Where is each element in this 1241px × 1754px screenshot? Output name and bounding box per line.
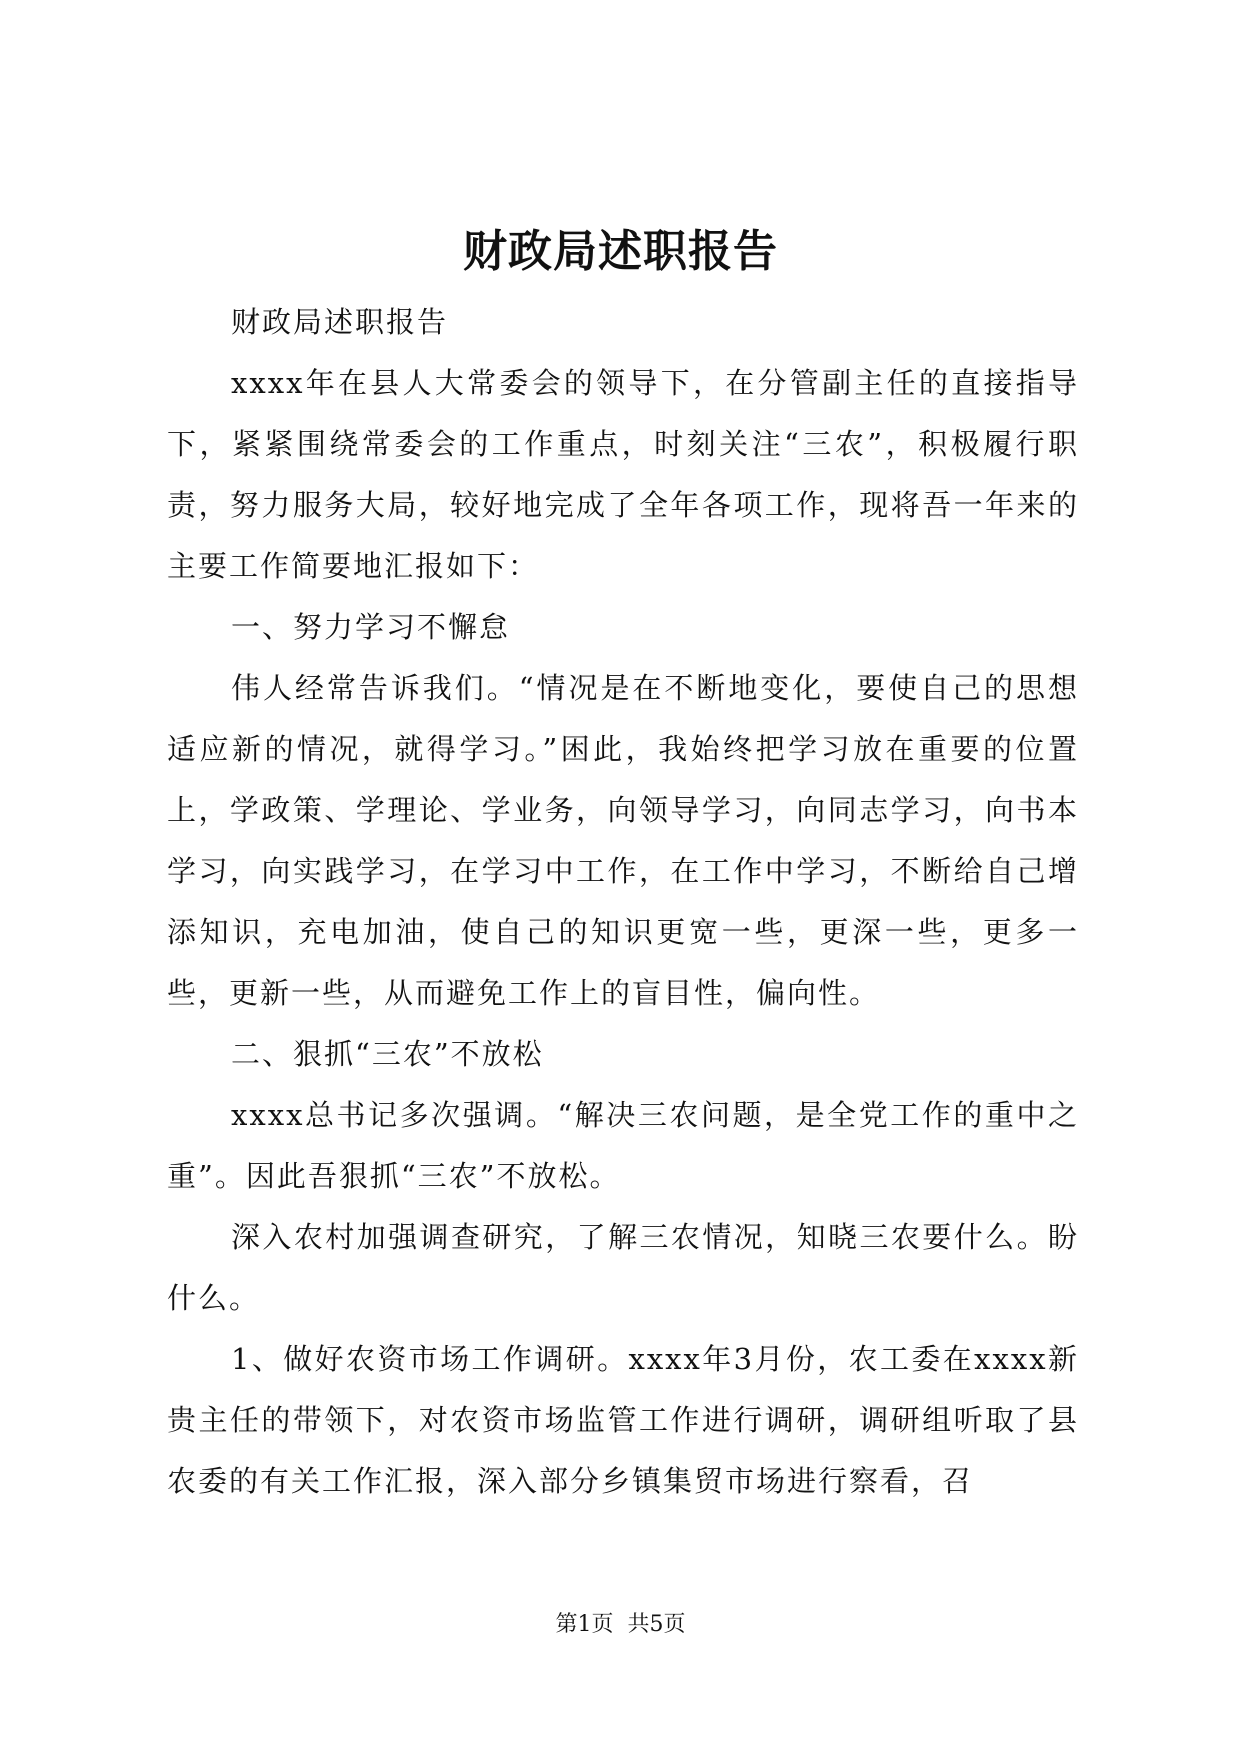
- document-body: [167, 292, 1079, 1512]
- paragraph-intro: xxxx年在县人大常委会的领导下，在分管副主任的直接指导下，紧紧围绕常委会的工作重点，时刻关注“三农”，积极履行职责，努力服务大局，较好地完成了全年各项工作，现将吾一年来的主要工作简要地汇报如下：: [167, 366, 1079, 583]
- document-title: 财政局述职报告: [463, 226, 778, 277]
- page-number: 第1页: [555, 1612, 614, 1637]
- paragraph-heading-repeat: 财政局述职报告: [231, 305, 449, 339]
- page-total: 共5页: [627, 1612, 686, 1637]
- paragraph-sannong: xxxx总书记多次强调。“解决三农问题，是全党工作的重中之重”。因此吾狠抓“三农”不放松。: [167, 1098, 1079, 1193]
- paragraph-study: 伟人经常告诉我们。“情况是在不断地变化，要使自己的思想适应新的情况，就得学习。”困此，我始终把学习放在重要的位置上，学政策、学理论、学业务，向领导学习，向同志学习，向书本学习，向实践学习，在学习中工作，在工作中学习，不断给自己增添知识，充电加油，使自己的知识更宽一些，更深一些，更多一些，更新一些，从而避免工作上的盲目性，偏向性。: [167, 671, 1079, 1010]
- page-footer: [0, 1610, 1241, 1640]
- paragraph-item-1: 1、做好农资市场工作调研。xxxx年3月份，农工委在xxxx新贵主任的带领下，对农资市场监管工作进行调研，调研组听取了县农委的有关工作汇报，深入部分乡镇集贸市场进行察看，召: [167, 1342, 1079, 1498]
- section-heading-1: 一、努力学习不懈怠: [231, 610, 511, 644]
- paragraph-research: 深入农村加强调查研究，了解三农情况，知晓三农要什么。盼什么。: [167, 1220, 1079, 1315]
- section-heading-2: 二、狠抓“三农”不放松: [231, 1037, 544, 1071]
